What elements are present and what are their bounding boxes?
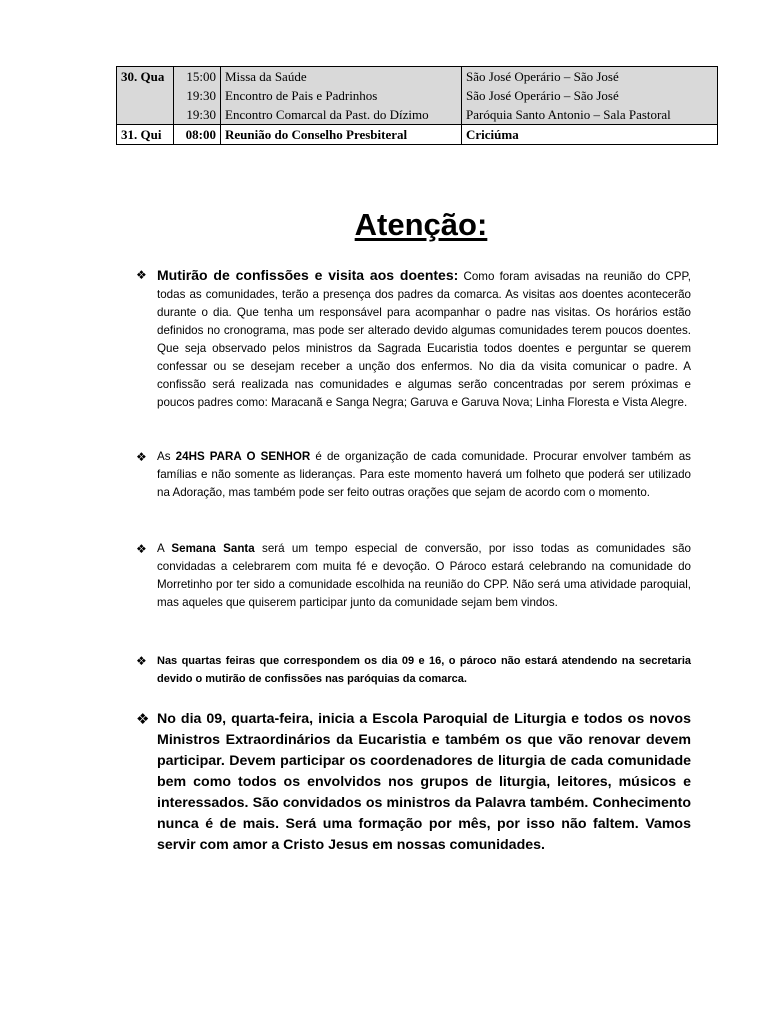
item-strong: 24HS PARA O SENHOR — [175, 450, 311, 463]
diamond-bullet-icon: ❖ — [136, 450, 147, 464]
diamond-bullet-icon: ❖ — [136, 268, 147, 282]
diamond-bullet-icon: ❖ — [136, 654, 147, 668]
place-value: São José Operário – São José — [466, 88, 619, 103]
event-value: Missa da Saúde — [225, 69, 307, 84]
diamond-bullet-icon: ❖ — [136, 711, 150, 728]
item-text: Nas quartas feiras que correspondem os dia 09 e 16, o pároco não estará atendendo na secretaria devido o mutirão de confissões nas paróquias da comarca. — [157, 655, 691, 685]
item-text: será um tempo especial de conversão, por isso todas as comunidades são convidadas a celebrarem com muita fé e devoção. O Pároco estará celebrando na comunidade do Morretinho por ter sido a comunidade escolhida na reunião do CPP. Não será uma atividade paroquial, mas aqueles que quiserem participar junto da comunidade sejam bem vindos. — [157, 542, 691, 609]
event-value: Encontro de Pais e Padrinhos — [225, 88, 378, 103]
item-text: é de organização de cada comunidade. Procurar envolver também as famílias e não somente as lideranças. Para este momento haverá um folheto que poderá ser utilizado na Adoração, mas também pode ser feito outras orações que sejam de acordo com o momento. — [157, 450, 691, 499]
list-item — [136, 448, 691, 502]
item-text: Como foram avisadas na reunião do CPP, todas as comunidades, terão a presença dos padres da comarca. As visitas aos doentes acontecerão durante o dia. Que tenha um responsável para acompanhar o padre nas visitas. Os horários estão definidos no cronograma, mas pode ser alterado devido algumas comunidades terem poucos doentes. Que seja observado pelos ministros da Sagrada Eucaristia todos doentes e perguntar se querem confessar ou se desejam receber a unção dos enfermos. No dia da visita comunicar o padre. A confissão será realizada nas comunidades e algumas serão concentradas por serem próximas e poucos padres como: Maracanã e Sanga Negra; Garuva e Garuva Nova; Linha Floresta e Vista Alegre. — [157, 270, 691, 409]
list-item — [136, 652, 691, 688]
time-value: 19:30 — [186, 88, 216, 103]
place-value: São José Operário – São José — [466, 69, 619, 84]
event-cell — [221, 125, 462, 145]
day-cell: 31. Qui — [117, 125, 174, 145]
list-item — [136, 266, 691, 412]
list-item — [136, 709, 691, 856]
time-value: 19:30 — [186, 107, 216, 122]
time-cell — [174, 67, 221, 125]
place-value: Paróquia Santo Antonio – Sala Pastoral — [466, 107, 671, 122]
place-cell — [462, 125, 718, 145]
item-lead: Mutirão de confissões e visita aos doentes: — [157, 267, 459, 283]
item-strong: Semana Santa — [171, 542, 255, 555]
schedule-table — [116, 66, 718, 145]
time-cell — [174, 125, 221, 145]
place-value: Criciúma — [466, 127, 519, 142]
time-value: 15:00 — [186, 69, 216, 84]
day-cell: 30. Qua — [117, 67, 174, 125]
event-value: Encontro Comarcal da Past. do Dízimo — [225, 107, 429, 122]
event-cell — [221, 67, 462, 125]
schedule-row — [117, 67, 718, 125]
place-cell — [462, 67, 718, 125]
list-item — [136, 540, 691, 612]
attention-heading: Atenção: — [354, 207, 488, 242]
item-text: No dia 09, quarta-feira, inicia a Escola Paroquial de Liturgia e todos os novos Ministros Extraordinários da Eucaristia e também os que vão renovar devem participar. Devem participar os coordenadores de liturgia de cada comunidade bem como todos os envolvidos nos grupos de liturgia, leitores, músicos e interessados. São convidados os ministros da Palavra também. Conhecimento nunca é de mais. Será uma formação por mês, por isso não faltem. Vamos servir com amor a Cristo Jesus em nossas comunidades. — [157, 711, 691, 853]
time-value: 08:00 — [185, 127, 216, 142]
item-pre: As — [157, 450, 176, 463]
diamond-bullet-icon: ❖ — [136, 542, 147, 556]
event-value: Reunião do Conselho Presbiteral — [225, 127, 408, 142]
item-pre: A — [157, 542, 172, 555]
schedule-row — [117, 125, 718, 145]
